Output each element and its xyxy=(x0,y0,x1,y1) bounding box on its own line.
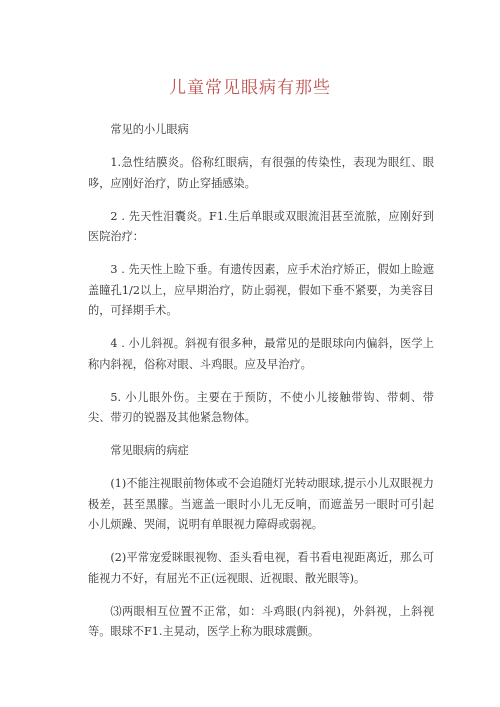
document-body xyxy=(88,120,434,655)
paragraph-congenital-ptosis: 3 . 先天性上睑下垂。有遗传因素，应手术治疗矫正，假如上睑遮盖瞳孔1/2以上，应早期治疗，防止弱视，假如下垂不紧要，为美容目的，可择期手术。 xyxy=(88,263,434,317)
paragraph-symptom-2: (2)平常宠爱眯眼视物、歪头看电视，看书看电视距离近，那么可能视力不好，有屈光不正(远视眼、近视眼、散光眼等)。 xyxy=(88,551,434,585)
paragraph-acute-conjunctivitis: 1.急性结膜炎。俗称红眼病，有很强的传染性，表现为眼红、眼哆，应刚好治疗，防止穿插感染。 xyxy=(88,156,434,190)
paragraph-symptom-3: ⑶两眼相互位置不正常，如：斗鸡眼(内斜视)，外斜视，上斜视等。眼球不F1.主晃动，医学上称为眼球震颤。 xyxy=(88,604,434,638)
paragraph-eye-injury: 5. 小儿眼外伤。主要在于预防，不使小儿接触带钩、带刺、带尖、带刃的锐器及其他紧急物体。 xyxy=(88,390,434,424)
paragraph-symptom-1: (1)不能注视眼前物体或不会追随灯光转动眼球,提示小儿双眼视力极差，甚至黑朦。当遮盖一眼时小儿无反响，而遮盖另一眼时可引起小儿烦躁、哭闹，说明有单眼视力障碍或弱视。 xyxy=(88,477,434,531)
paragraph-congenital-dacryocystitis: 2 . 先天性泪囊炎。F1.生后单眼或双眼流泪甚至流脓，应刚好到医院治疗： xyxy=(88,209,434,243)
section-heading-common-eye-diseases: 常见的小儿眼病 xyxy=(110,123,189,136)
paragraph-strabismus: 4 . 小儿斜视。斜视有很多种，最常见的是眼球向内偏斜，医学上称内斜视，俗称对眼、斗鸡眼。应及早治疗。 xyxy=(88,337,434,371)
section-heading-symptoms: 常见眼病的病症 xyxy=(110,444,189,457)
document-title: 儿童常见眼病有那些 xyxy=(169,78,331,98)
